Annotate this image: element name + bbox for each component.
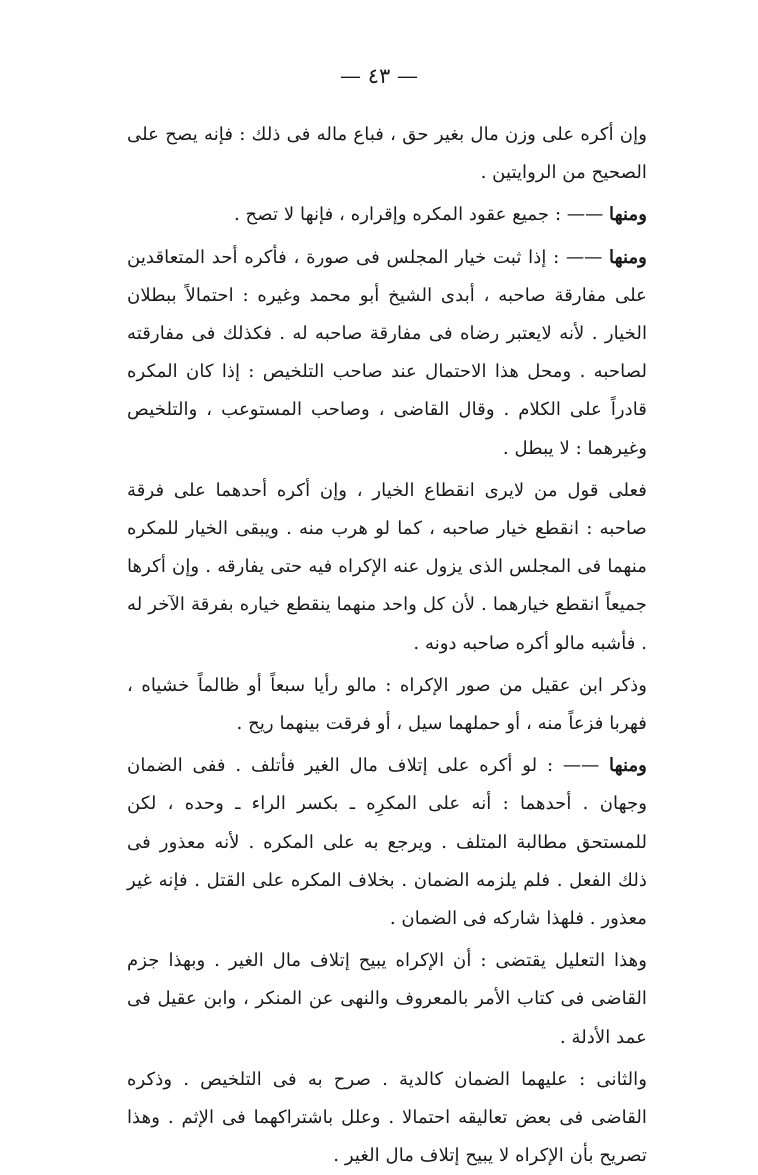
paragraph-4 [127,472,647,663]
paragraph-text: وهذا التعليل يقتضى : أن الإكراه يبيح إتلاف مال الغير . وبهذا جزم القاضى فى كتاب الأمر بالمعروف والنهى عن المنكر ، وابن عقيل فى عمد الأدلة . [127,950,647,1048]
section-heading: ومنها —— [567,204,647,225]
paragraph-6 [127,747,647,938]
paragraph-text: : لو أكره على إتلاف مال الغير فأتلف . ففى الضمان وجهان . أحدهما : أنه على المكرِه ـ بكسر الراء ـ وحده ، لكن للمستحق مطالبة المتلف . ويرجع به على المكره . لأنه معذور فى ذلك الفعل . فلم يلزمه الضمان . بخلاف المكره على القتل . فإنه غير معذور . فلهذا شاركه فى الضمان . [127,755,647,930]
paragraph-text: والثانى : عليهما الضمان كالدية . صرح به فى التلخيص . وذكره القاضى فى بعض تعاليقه احتمالا . وعلل باشتراكهما فى الإثم . وهذا تصريح بأن الإكراه لا يبيح إتلاف مال الغير . [127,1068,647,1167]
body-text [127,116,647,1175]
section-heading: ومنها —— [563,755,647,776]
paragraph-1 [127,116,647,192]
paragraph-8 [127,1061,647,1175]
paragraph-text: : إذا ثبت خيار المجلس فى صورة ، فأكره أحد المتعاقدين على مفارقة صاحبه ، أبدى الشيخ أبو محمد وغيره : احتمالاً ببطلان الخيار . لأنه لايعتبر رضاه فى مفارقة صاحبه له . فكذلك فى مفارقته لصاحبه . ومحل هذا الاحتمال عند صاحب التلخيص : إذا كان المكره قادراً على الكلام . وقال القاضى ، وصاحب المستوعب ، والتلخيص وغيرهما : لا يبطل . [127,246,647,459]
paragraph-7 [127,942,647,1057]
paragraph-3 [127,239,647,468]
paragraph-text: فعلى قول من لايرى انقطاع الخيار ، وإن أكره أحدهما على فرقة صاحبه : انقطع خيار صاحبه ، كما لو هرب منه . ويبقى الخيار للمكره منهما فى المجلس الذى يزول عنه الإكراه فيه حتى يفارقه . وإن أكرها جميعاً انقطع خيارهما . لأن كل واحد منهما ينقطع خياره بفرقة الآخر له . فأشبه مالو أكره صاحبه دونه . [127,479,647,654]
paragraph-text: : جميع عقود المكره وإقراره ، فإنها لا تصح . [233,204,562,226]
paragraph-text: وإن أكره على وزن مال بغير حق ، فباع ماله فى ذلك : فإنه يصح على الصحيح من الروايتين . [127,124,647,184]
paragraph-5 [127,667,647,743]
section-heading: ومنها —— [566,247,647,268]
page-number: — ٤٣ — [340,64,418,88]
paragraph-text: وذكر ابن عقيل من صور الإكراه : مالو رأيا سبعاً أو ظالماً خشياه ، فهربا فزعاً منه ، أو حملهما سيل ، أو فرقت بينهما ريح . [127,674,647,735]
paragraph-2 [127,196,647,234]
